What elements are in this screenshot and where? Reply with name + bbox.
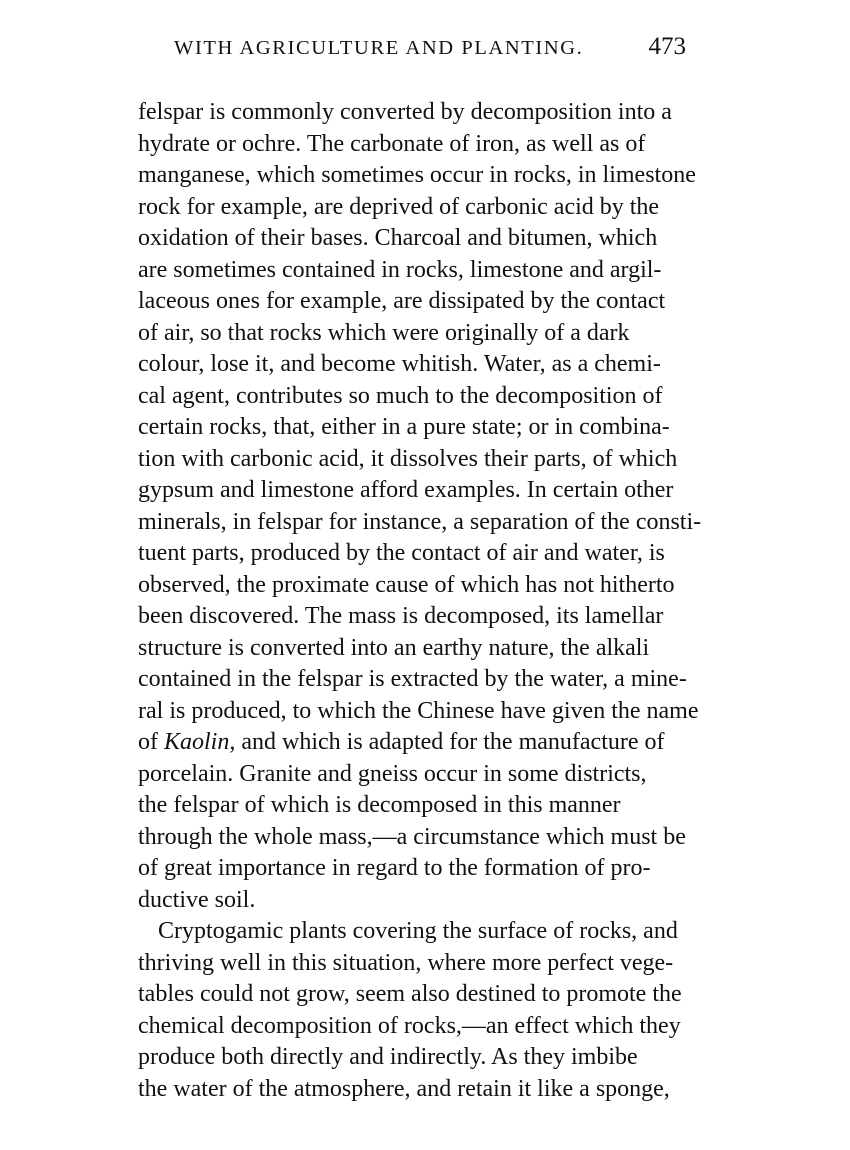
text-line: produce both directly and indirectly. As they imbibe	[138, 1044, 638, 1070]
italic-term: Kaolin,	[164, 729, 236, 755]
text-line: tuent parts, produced by the contact of air and water, is	[138, 540, 665, 566]
text-line: the felspar of which is decomposed in this manner	[138, 792, 621, 818]
text-line: rock for example, are deprived of carbonic acid by the	[138, 193, 660, 220]
text-line: felspar is commonly converted by decomposition into a	[138, 99, 672, 125]
text-line-with-italic	[138, 727, 710, 759]
text-line: chemical decomposition of rocks,—an effect which they	[138, 1012, 681, 1039]
running-head	[138, 33, 710, 71]
text-line: observed, the proximate cause of which has not hitherto	[138, 571, 675, 598]
text-line: colour, lose it, and become whitish. Water, as a chemi-	[138, 351, 661, 377]
text-line: the water of the atmosphere, and retain it like a sponge,	[138, 1075, 670, 1102]
page-number: 473	[648, 33, 686, 60]
text-line: gypsum and limestone afford examples. In certain other	[138, 477, 674, 503]
text-line: thriving well in this situation, where more perfect vege-	[138, 949, 674, 976]
text-line: tables could not grow, seem also destined to promote the	[138, 981, 682, 1007]
text-line: of air, so that rocks which were originally of a dark	[138, 319, 630, 346]
text-line: contained in the felspar is extracted by the water, a mine-	[138, 666, 687, 692]
text-line: cal agent, contributes so much to the decomposition of	[138, 382, 663, 409]
text-line: minerals, in felspar for instance, a separation of the consti-	[138, 508, 702, 535]
text-line: certain rocks, that, either in a pure state; or in combina-	[138, 414, 670, 440]
text-line: through the whole mass,—a circumstance which must be	[138, 823, 686, 850]
text-line: laceous ones for example, are dissipated by the contact	[138, 288, 666, 314]
body-text	[138, 97, 710, 1105]
text-line: ral is produced, to which the Chinese have given the name	[138, 697, 699, 724]
text-span: of	[138, 729, 164, 755]
text-span: and which is adapted for the manufacture of	[235, 729, 665, 755]
text-line: hydrate or ochre. The carbonate of iron, as well as of	[138, 130, 646, 157]
text-line: manganese, which sometimes occur in rocks, in limestone	[138, 162, 696, 188]
text-line: tion with carbonic acid, it dissolves their parts, of which	[138, 445, 678, 472]
paragraph-end-line: ductive soil.	[138, 886, 256, 913]
paragraph-start-line: Cryptogamic plants covering the surface of rocks, and	[158, 918, 678, 944]
text-line: of great importance in regard to the formation of pro-	[138, 855, 651, 881]
text-line: porcelain. Granite and gneiss occur in some districts,	[138, 760, 647, 787]
text-line: been discovered. The mass is decomposed, its lamellar	[138, 603, 664, 629]
text-line: oxidation of their bases. Charcoal and bitumen, which	[138, 225, 658, 251]
running-title: WITH AGRICULTURE AND PLANTING.	[174, 37, 584, 59]
text-line: structure is converted into an earthy nature, the alkali	[138, 634, 650, 661]
text-line: are sometimes contained in rocks, limestone and argil-	[138, 256, 662, 283]
